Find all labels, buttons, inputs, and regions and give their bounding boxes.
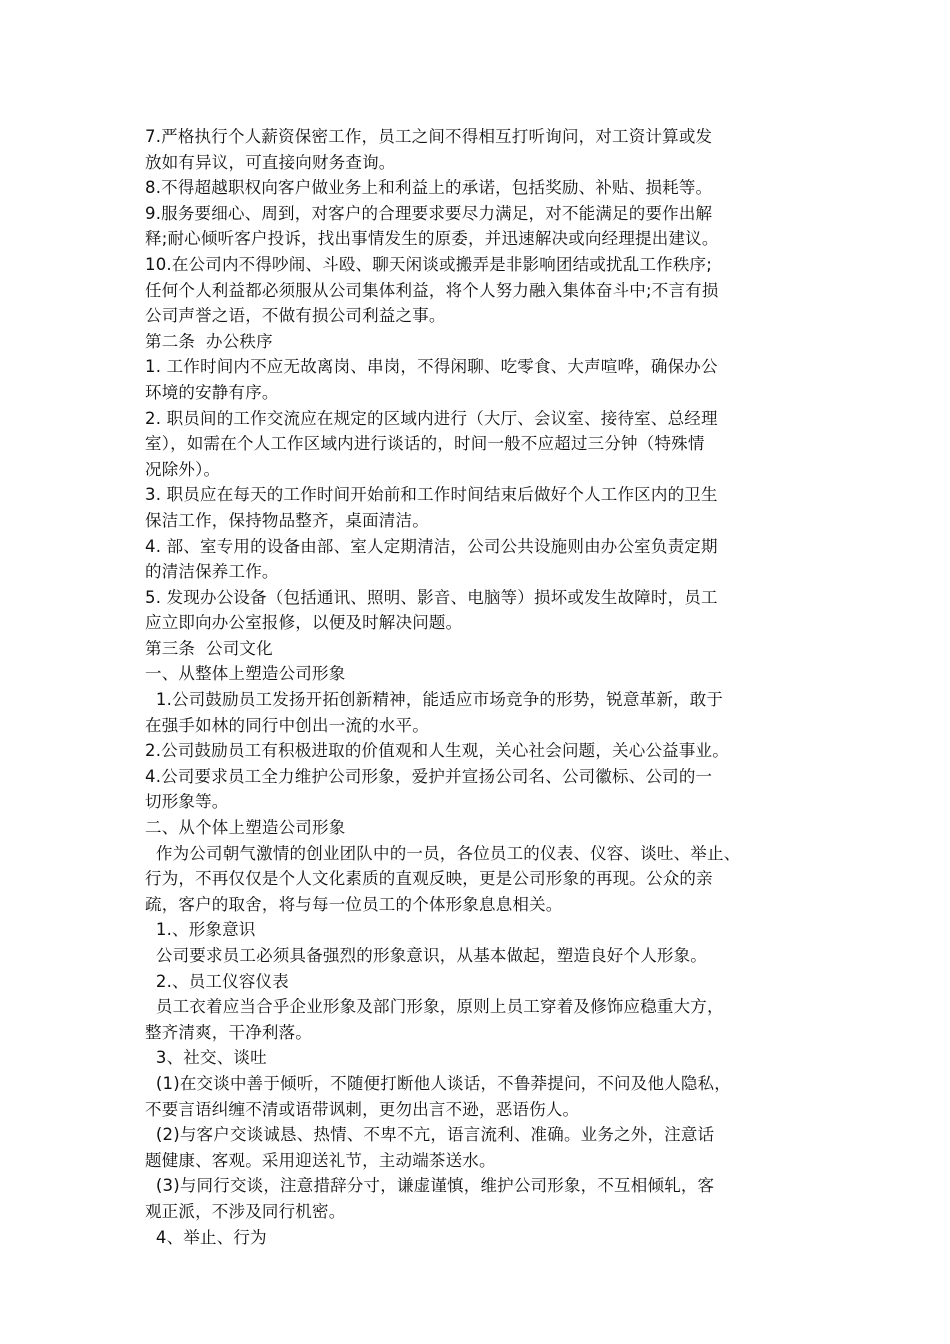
text-line: (1)在交谈中善于倾听，不随便打断他人谈话，不鲁莽提问，不问及他人隐私， [145, 1073, 731, 1093]
text-line: 4.公司要求员工全力维护公司形象，爱护并宣扬公司名、公司徽标、公司的一 [145, 766, 713, 786]
text-line: 9.服务要细心、周到，对客户的合理要求要尽力满足，对不能满足的要作出解 [145, 203, 713, 223]
text-line: 第三条 公司文化 [145, 638, 273, 658]
text-line: (2)与客户交谈诚恳、热情、不卑不亢，语言流利、准确。业务之外，注意话 [145, 1125, 715, 1145]
text-line: 5. 发现办公设备（包括通讯、照明、影音、电脑等）损坏或发生故障时，员工 [145, 587, 718, 607]
text-line: 题健康、客观。采用迎送礼节，主动端茶送水。 [145, 1150, 496, 1170]
text-line: 公司要求员工必须具备强烈的形象意识，从基本做起，塑造良好个人形象。 [145, 946, 707, 965]
text-line: 员工衣着应当合乎企业形象及部门形象，原则上员工穿着及修饰应稳重大方， [145, 997, 724, 1017]
text-line: 环境的安静有序。 [145, 382, 279, 402]
text-line: 第二条 办公秩序 [145, 331, 273, 351]
text-line: 二、从个体上塑造公司形象 [145, 818, 346, 838]
text-line: 3、社交、谈吐 [145, 1048, 267, 1068]
text-line: 保洁工作，保持物品整齐，桌面清洁。 [145, 510, 429, 530]
text-line: 放如有异议，可直接向财务查询。 [145, 152, 396, 172]
text-line: 7.严格执行个人薪资保密工作，员工之间不得相互打听询问，对工资计算或发 [145, 127, 713, 146]
text-line: 行为，不再仅仅是个人文化素质的直观反映，更是公司形象的再现。公众的亲 [145, 869, 713, 889]
text-line: 3. 职员应在每天的工作时间开始前和工作时间结束后做好个人工作区内的卫生 [145, 485, 718, 505]
text-line: 8.不得超越职权向客户做业务上和利益上的承诺，包括奖励、补贴、损耗等。 [145, 178, 713, 198]
text-line: 况除外）。 [145, 459, 221, 479]
text-line: 释;耐心倾听客户投诉，找出事情发生的原委，并迅速解决或向经理提出建议。 [145, 229, 719, 249]
text-line: 公司声誉之语，不做有损公司利益之事。 [145, 306, 446, 326]
text-line: 2.公司鼓励员工有积极进取的价值观和人生观，关心社会问题，关心公益事业。 [145, 741, 729, 761]
text-line: 应立即向办公室报修，以便及时解决问题。 [145, 613, 463, 633]
text-line: 4、举止、行为 [145, 1227, 267, 1247]
text-line: 观正派，不涉及同行机密。 [145, 1201, 346, 1221]
document-body [145, 124, 825, 1250]
text-line: 不要言语纠缠不清或语带讽刺，更勿出言不逊，恶语伤人。 [145, 1099, 580, 1119]
text-line: 1.公司鼓励员工发扬开拓创新精神，能适应市场竞争的形势，锐意革新，敢于 [145, 690, 724, 710]
text-line: 2. 职员间的工作交流应在规定的区域内进行（大厅、会议室、接待室、总经理 [145, 408, 718, 428]
text-line: (3)与同行交谈，注意措辞分寸，谦虚谨慎，维护公司形象，不互相倾轧，客 [145, 1176, 715, 1196]
text-line: 切形象等。 [145, 792, 229, 812]
text-line: 2.、员工仪容仪表 [145, 971, 289, 991]
text-line: 的清洁保养工作。 [145, 562, 279, 582]
text-line: 在强手如林的同行中创出一流的水平。 [145, 715, 429, 735]
text-line: 1. 工作时间内不应无故离岗、串岗，不得闲聊、吃零食、大声喧哗，确保办公 [145, 357, 718, 377]
text-line: 一、从整体上塑造公司形象 [145, 664, 346, 684]
text-line: 任何个人利益都必须服从公司集体利益，将个人努力融入集体奋斗中;不言有损 [145, 280, 719, 300]
text-line: 10.在公司内不得吵闹、斗殴、聊天闲谈或搬弄是非影响团结或扰乱工作秩序; [145, 254, 712, 274]
text-line: 室），如需在个人工作区域内进行谈话的，时间一般不应超过三分钟（特殊情 [145, 434, 705, 454]
text-line: 疏，客户的取舍，将与每一位员工的个体形象息息相关。 [145, 894, 563, 914]
text-line: 作为公司朝气激情的创业团队中的一员，各位员工的仪表、仪容、谈吐、举止、 [145, 843, 741, 863]
text-line: 整齐清爽，干净利落。 [145, 1022, 312, 1042]
text-line: 1.、形象意识 [145, 920, 256, 940]
text-line: 4. 部、室专用的设备由部、室人定期清洁，公司公共设施则由办公室负责定期 [145, 536, 718, 556]
